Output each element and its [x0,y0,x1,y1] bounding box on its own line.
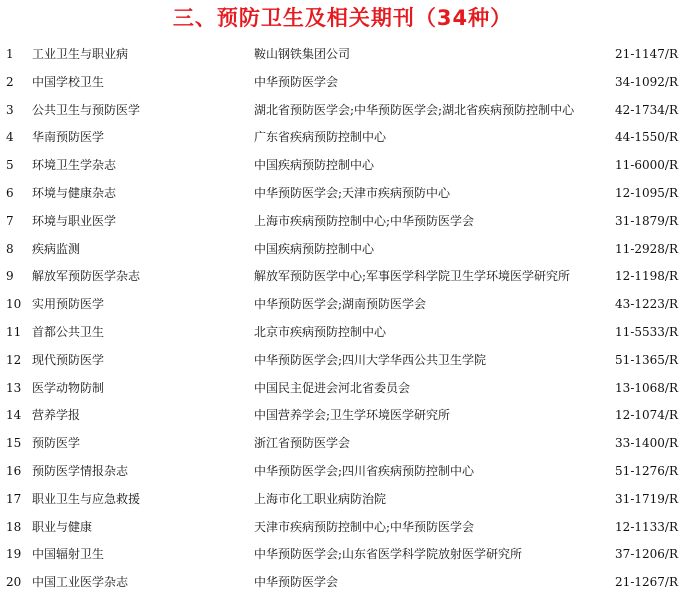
journal-name: 中国工业医学杂志 [32,575,129,590]
journal-row [0,152,685,180]
journal-row [0,208,685,236]
journal-number: 19 [6,547,22,562]
journal-name: 疾病监测 [32,241,81,256]
journal-cn-number: 13-1068/R [615,380,678,395]
journal-name: 解放军预防医学杂志 [32,269,141,284]
journal-row [0,458,685,486]
journal-cn-number: 21-1267/R [615,575,678,590]
journal-number: 9 [6,269,14,284]
journal-cn-number: 11-5533/R [615,324,678,339]
journal-row [0,430,685,458]
journal-cn-number: 51-1276/R [615,463,678,478]
journal-number: 20 [6,575,22,590]
journal-cn-number: 12-1133/R [615,519,678,534]
journal-organizer: 中华预防医学会;湖南预防医学会 [254,297,427,312]
journal-cn-number: 31-1719/R [615,491,678,506]
journal-row [0,69,685,97]
journal-cn-number: 21-1147/R [615,47,678,61]
journal-organizer: 中国疾病预防控制中心 [254,241,375,256]
journal-row [0,97,685,125]
journal-name: 环境与职业医学 [32,213,117,228]
journal-row [0,375,685,403]
journal-number: 8 [6,241,14,256]
journal-name: 职业与健康 [32,519,93,534]
journal-name: 环境卫生学杂志 [32,158,117,173]
journal-organizer: 中华预防医学会;天津市疾病预防中心 [254,185,451,200]
journal-row [0,486,685,514]
journal-organizer: 上海市化工职业病防治院 [254,491,387,506]
journal-name: 职业卫生与应急救援 [32,491,141,506]
journal-cn-number: 31-1879/R [615,213,678,228]
journal-row [0,263,685,291]
journal-number: 3 [6,102,14,117]
journal-row [0,41,685,69]
journal-organizer: 中华预防医学会;四川大学华西公共卫生学院 [254,352,487,367]
journal-number: 6 [6,185,14,200]
journal-name: 医学动物防制 [32,380,105,395]
journal-organizer: 天津市疾病预防控制中心;中华预防医学会 [254,519,475,534]
journal-name: 预防医学 [32,436,81,451]
journal-row [0,319,685,347]
journal-name: 中国辐射卫生 [32,547,105,562]
journal-name: 营养学报 [32,408,81,423]
journal-row [0,180,685,208]
journal-name: 首都公共卫生 [32,324,105,339]
journal-row [0,514,685,542]
journal-organizer: 湖北省预防医学会;中华预防医学会;湖北省疾病预防控制中心 [254,102,575,117]
journal-number: 17 [6,491,22,506]
journal-row [0,541,685,569]
journal-organizer: 中国疾病预防控制中心 [254,158,375,173]
journal-cn-number: 12-1198/R [615,269,678,284]
journal-cn-number: 12-1074/R [615,408,678,423]
journal-row [0,291,685,319]
journal-cn-number: 44-1550/R [615,130,678,145]
journal-cn-number: 51-1365/R [615,352,678,367]
journal-organizer: 中华预防医学会 [254,74,339,89]
journal-cn-number: 43-1223/R [615,297,678,312]
journal-name: 预防医学情报杂志 [32,463,129,478]
journal-cn-number: 12-1095/R [615,185,678,200]
journal-organizer: 中国民主促进会河北省委员会 [254,380,411,395]
journal-organizer: 中国营养学会;卫生学环境医学研究所 [254,408,451,423]
journal-row [0,402,685,430]
journal-organizer: 浙江省预防医学会 [254,436,351,451]
journal-number: 7 [6,213,14,228]
journal-cn-number: 34-1092/R [615,74,678,89]
journal-number: 12 [6,352,22,367]
journal-number: 11 [6,324,22,339]
journal-name: 工业卫生与职业病 [32,47,129,61]
journal-number: 15 [6,436,22,451]
journal-cn-number: 11-6000/R [615,158,678,173]
journal-number: 10 [6,297,22,312]
journal-name: 现代预防医学 [32,352,105,367]
journal-name: 中国学校卫生 [32,74,105,89]
journal-organizer: 中华预防医学会 [254,575,339,590]
journal-number: 16 [6,463,22,478]
journal-name: 公共卫生与预防医学 [32,102,141,117]
journal-organizer: 上海市疾病预防控制中心;中华预防医学会 [254,213,475,228]
journal-cn-number: 42-1734/R [615,102,678,117]
journal-row [0,569,685,597]
journal-organizer: 广东省疾病预防控制中心 [254,130,387,145]
journal-organizer: 北京市疾病预防控制中心 [254,324,387,339]
journal-organizer: 鞍山钢铁集团公司 [254,47,351,61]
journal-number: 4 [6,130,14,145]
journal-organizer: 解放军预防医学中心;军事医学科学院卫生学环境医学研究所 [254,269,571,284]
journal-cn-number: 37-1206/R [615,547,678,562]
journal-cn-number: 33-1400/R [615,436,678,451]
journal-number: 14 [6,408,22,423]
journal-row [0,347,685,375]
journal-number: 18 [6,519,22,534]
journal-cn-number: 11-2928/R [615,241,678,256]
journal-table [0,41,685,597]
journal-row [0,124,685,152]
journal-number: 13 [6,380,22,395]
page-title: 三、预防卫生及相关期刊（34种） [172,6,513,30]
journal-name: 环境与健康杂志 [32,185,117,200]
journal-organizer: 中华预防医学会;四川省疾病预防控制中心 [254,463,475,478]
journal-name: 实用预防医学 [32,297,105,312]
journal-number: 5 [6,158,14,173]
journal-organizer: 中华预防医学会;山东省医学科学院放射医学研究所 [254,547,523,562]
journal-number: 1 [6,47,14,61]
journal-name: 华南预防医学 [32,130,105,145]
journal-number: 2 [6,74,14,89]
journal-row [0,236,685,264]
